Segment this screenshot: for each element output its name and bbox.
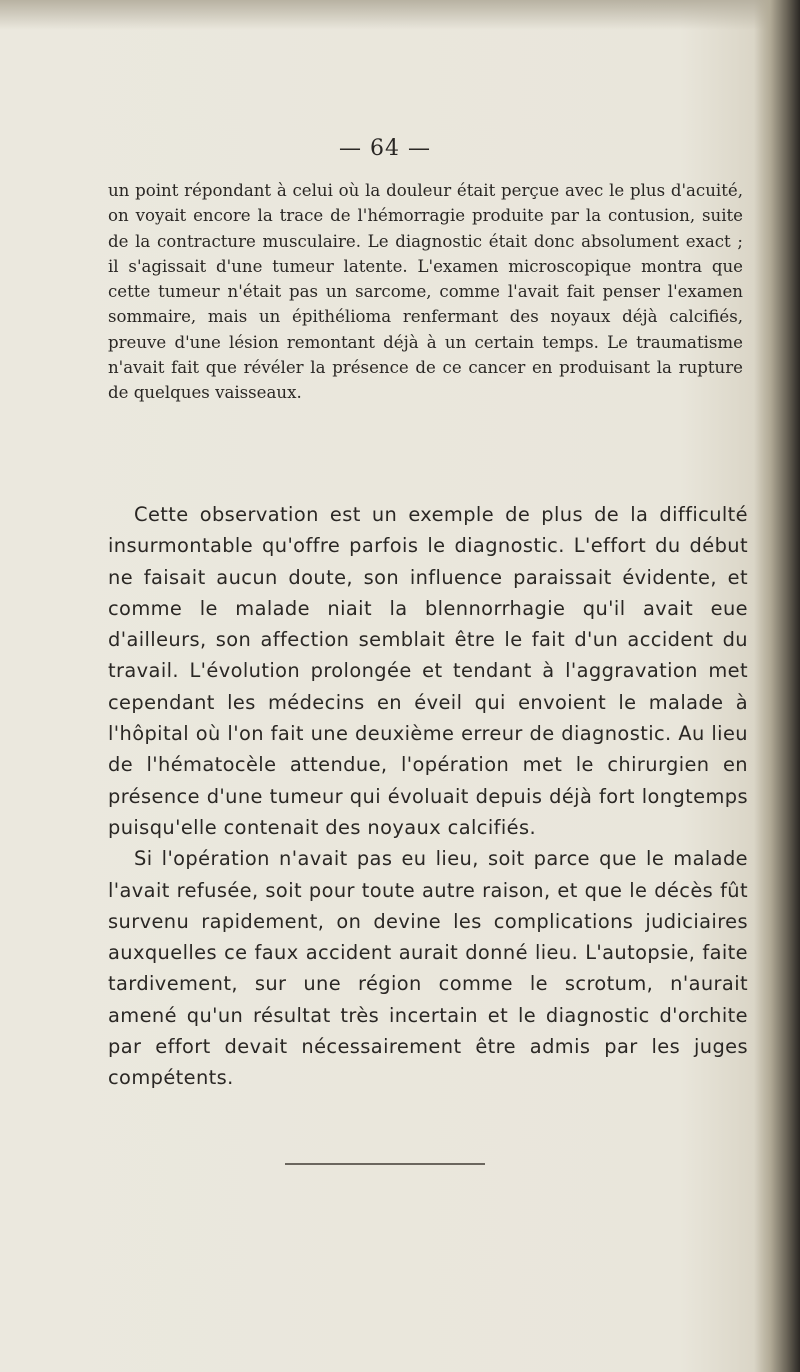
continued-paragraph-text: un point répondant à celui où la douleur était perçue avec le plus d'acuité, on voyait encore la trace de l'hémorragie produite par la contusion, suite de la contracture musculaire. Le diagnostic était donc absolument exact ; il s'agissait d'une tumeur latente. L'examen microscopique montra que cette tumeur n'était pas un sarcome, comme l'avait fait penser l'examen sommaire, mais un épithélioma renfermant des noyaux déjà calcifiés, preuve d'une lésion remontant déjà à un certain temps. Le traumatisme n'avait fait que révéler la présence de ce cancer en produisant la rupture de quelques vaisseaux. — [108, 181, 743, 403]
book-spine-edge — [754, 0, 800, 1372]
observation-paragraph: Cette observation est un exemple de plus de la difficulté insurmontable qu'offre parfois le diagnostic. L'effort du début ne faisait aucun doute, son influence paraissait évidente, et comme le malade niait la blennorrhagie qu'il avait eue d'ailleurs, son affection semblait être le fait d'un accident du travail. L'évolution prolongée et tendant à l'aggravation met cependant les médecins en éveil qui envoient le malade à l'hôpital où l'on fait une deuxième erreur de diagnostic. Au lieu de l'hématocèle attendue, l'opération met le chirurgien en présence d'une tumeur qui évoluait depuis déjà fort longtemps puisqu'elle contenait des noyaux calcifiés. — [108, 503, 748, 839]
page-top-shadow — [0, 0, 800, 30]
continued-paragraph — [108, 178, 743, 406]
section-divider-rule — [285, 1163, 485, 1165]
page-number: — 64 — — [339, 136, 431, 161]
hypothesis-paragraph: Si l'opération n'avait pas eu lieu, soit parce que le malade l'avait refusée, soit pour toute autre raison, et que le décès fût survenu rapidement, on devine les complications judiciaires auxquelles ce faux accident aurait donné lieu. L'autopsie, faite tardivement, sur une région comme le scrotum, n'aurait amené qu'un résultat très incertain et le diagnostic d'orchite par effort devait nécessairement être admis par les juges compétents. — [108, 847, 748, 1090]
main-text-block — [108, 499, 748, 1094]
